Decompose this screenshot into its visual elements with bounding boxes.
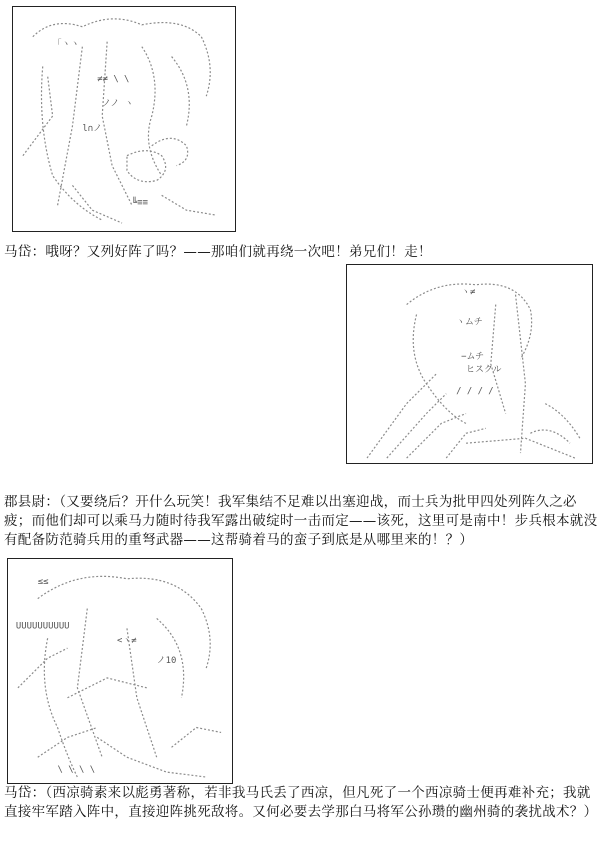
ascii-art-figure-1 xyxy=(13,7,235,231)
caption-1: 马岱：哦呀？又列好阵了吗？——那咱们就再绕一次吧！弟兄们！走！ xyxy=(4,244,432,260)
caption-3: 马岱：（西凉骑素来以彪勇著称，若非我马氏丢了西凉，但凡死了一个西凉骑士便再难补充；我就直接牢军踏入阵中，直接迎阵挑死敌将。又何必要去学那白马将军公孙瓒的幽州骑的袭扰战术？） xyxy=(4,785,598,820)
art-row: ノ10 xyxy=(156,656,177,667)
art-row: / / / / xyxy=(456,386,494,397)
art-row: 「ヽヽ xyxy=(52,39,80,50)
art-row: ヽ≠ xyxy=(461,287,476,298)
ascii-art-figure-2 xyxy=(347,265,592,463)
manga-panel-1 xyxy=(12,6,236,232)
art-row: ヒスクル xyxy=(466,364,502,375)
caption-2: 郡县尉：（又要绕后？开什么玩笑！我军集结不足难以出塞迎战，而士兵为批甲四处列阵久之必疲；而他们却可以乘马力随时待我军露出破绽时一击而定——该死，这里可是南中！步兵根本就没有配备防范骑兵用的重弩武器——这帮骑着马的蛮子到底是从哪里来的！？） xyxy=(4,494,598,548)
manga-panel-2 xyxy=(346,264,593,464)
art-row: ノノ ヽ xyxy=(102,99,134,110)
art-row: ╚≡≡ xyxy=(131,198,149,209)
art-row: <ヽ≠ xyxy=(117,636,137,647)
art-row: −ムチ xyxy=(461,352,485,363)
art-row: UUUUUUUUUU xyxy=(15,621,70,632)
art-row: ≠≠ \ \ xyxy=(97,74,130,85)
ascii-art-figure-3 xyxy=(8,559,232,783)
manga-panel-3 xyxy=(7,558,233,784)
art-row: \ \ \ \ xyxy=(57,765,96,776)
art-row: ヽムチ xyxy=(456,317,483,328)
art-row: ≤≤ xyxy=(37,576,49,587)
art-row: l∩ノ xyxy=(82,123,103,134)
